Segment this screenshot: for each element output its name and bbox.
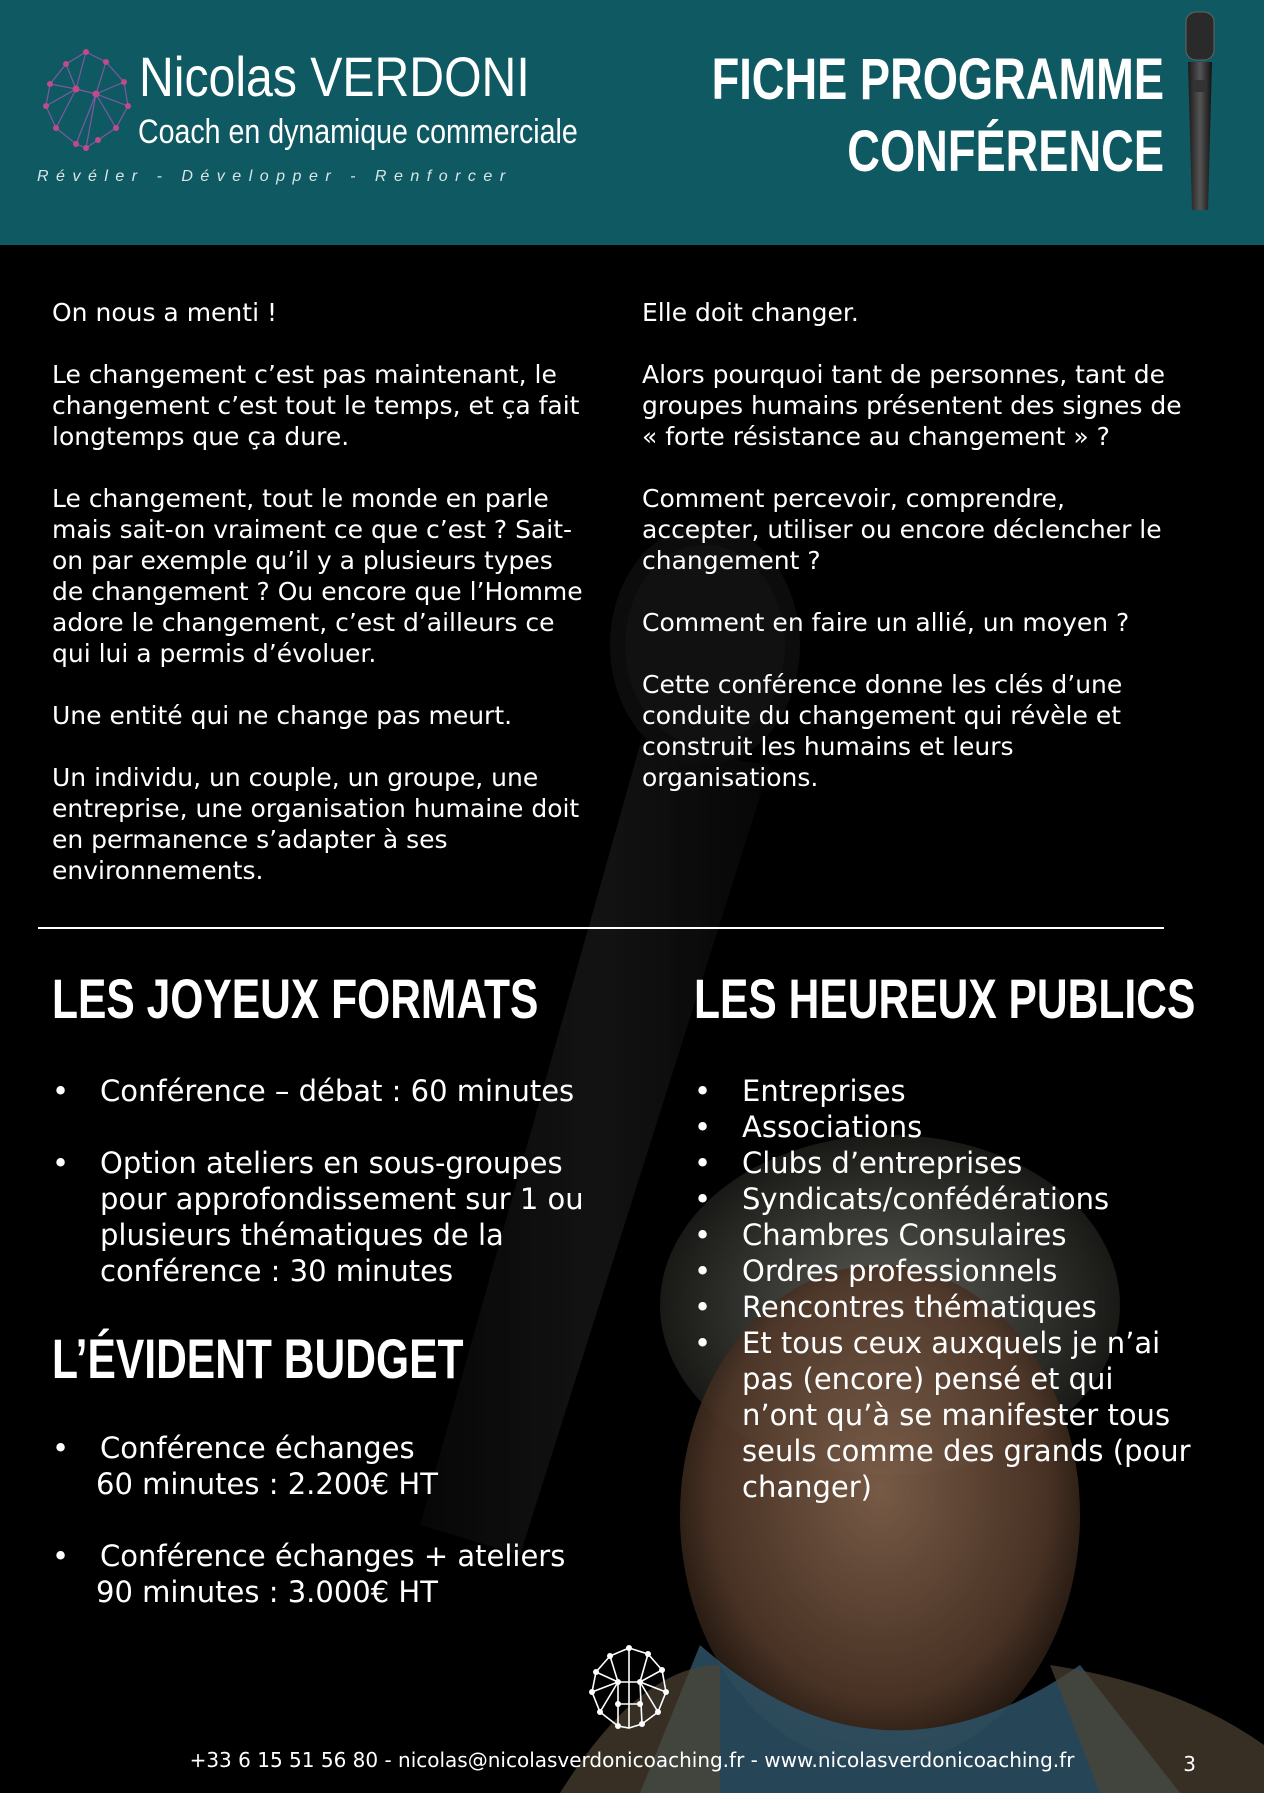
- intro-left-column: [52, 297, 592, 917]
- list-item: • Clubs d’entreprises: [694, 1146, 1023, 1180]
- list-item: • Entreprises: [694, 1074, 906, 1108]
- bullet-icon: •: [694, 1218, 712, 1252]
- intro-paragraph: Alors pourquoi tant de personnes, tant de groupes humains présentent des signes de « forte résistance au changement » ?: [642, 360, 1182, 451]
- document-title-line2: CONFÉRENCE: [847, 119, 1164, 184]
- bullet-icon: •: [52, 1539, 70, 1573]
- bullet-icon: •: [52, 1431, 70, 1465]
- bullet-icon: •: [694, 1290, 712, 1324]
- brand-name: Nicolas VERDONI: [139, 45, 530, 108]
- bullet-icon: •: [694, 1074, 712, 1108]
- intro-paragraph: Une entité qui ne change pas meurt.: [52, 701, 513, 730]
- list-item: • Et tous ceux auxquels je n’ai pas (encore) pensé et qui n’ont qu’à se manifester tous seuls comme des grands (pour changer): [694, 1326, 1191, 1504]
- budget-list: [52, 1430, 612, 1646]
- document-title-line1: FICHE PROGRAMME: [711, 47, 1164, 112]
- budget-title: L’ÉVIDENT BUDGET: [52, 1327, 464, 1390]
- publics-title: LES HEUREUX PUBLICS: [694, 967, 1196, 1030]
- list-item: • Syndicats/confédérations: [694, 1182, 1110, 1216]
- brain-network-logo-icon: [36, 44, 136, 156]
- bullet-icon: •: [52, 1146, 70, 1180]
- list-item: • Ordres professionnels: [694, 1254, 1058, 1288]
- footer-contact: +33 6 15 51 56 80 - nicolas@nicolasverdonicoaching.fr - www.nicolasverdonicoaching.fr: [189, 1748, 1075, 1772]
- bullet-icon: •: [694, 1146, 712, 1180]
- bullet-icon: •: [52, 1074, 70, 1108]
- microphone-icon: [1180, 10, 1220, 220]
- page-number: 3: [1183, 1752, 1196, 1776]
- list-item: • Associations: [694, 1110, 923, 1144]
- intro-paragraph: On nous a menti !: [52, 298, 277, 327]
- list-item: • Conférence échanges 60 minutes : 2.200€ HT: [52, 1431, 438, 1501]
- formats-list: [52, 1073, 612, 1325]
- intro-paragraph: Comment en faire un allié, un moyen ?: [642, 608, 1130, 637]
- document-title: [712, 44, 1164, 188]
- intro-right-column: [642, 297, 1182, 824]
- brand-subtitle: Coach en dynamique commerciale: [138, 113, 578, 151]
- brand-tagline: Révéler - Développer - Renforcer: [37, 168, 513, 185]
- intro-paragraph: Le changement c’est pas maintenant, le changement c’est tout le temps, et ça fait longtemps que ça dure.: [52, 360, 580, 451]
- bullet-icon: •: [694, 1254, 712, 1288]
- formats-title: LES JOYEUX FORMATS: [52, 967, 539, 1030]
- header-band: [0, 0, 1264, 245]
- bullet-icon: •: [694, 1182, 712, 1216]
- intro-paragraph: Cette conférence donne les clés d’une conduite du changement qui révèle et construit les humains et leurs organisations.: [642, 670, 1123, 792]
- bullet-icon: •: [694, 1326, 712, 1360]
- list-item: • Chambres Consulaires: [694, 1218, 1067, 1252]
- bullet-icon: •: [694, 1110, 712, 1144]
- intro-paragraph: Comment percevoir, comprendre, accepter, utiliser ou encore déclencher le changement ?: [642, 484, 1162, 575]
- brain-network-footer-icon: [584, 1642, 674, 1732]
- list-item: • Option ateliers en sous-groupes pour approfondissement sur 1 ou plusieurs thématiques de la conférence : 30 minutes: [52, 1146, 584, 1288]
- intro-paragraph: Elle doit changer.: [642, 298, 859, 327]
- list-item: • Rencontres thématiques: [694, 1290, 1097, 1324]
- section-divider: [38, 927, 1164, 929]
- list-item: • Conférence – débat : 60 minutes: [52, 1074, 575, 1108]
- intro-paragraph: Un individu, un couple, un groupe, une entreprise, une organisation humaine doit en permanence s’adapter à ses environnements.: [52, 763, 580, 885]
- intro-paragraph: Le changement, tout le monde en parle mais sait-on vraiment ce que c’est ? Sait-on par exemple qu’il y a plusieurs types de changement ? Ou encore que l’Homme adore le changement, c’est d’ailleurs ce qui lui a permis d’évoluer.: [52, 484, 583, 668]
- list-item: • Conférence échanges + ateliers 90 minutes : 3.000€ HT: [52, 1539, 566, 1609]
- publics-list: [694, 1073, 1194, 1505]
